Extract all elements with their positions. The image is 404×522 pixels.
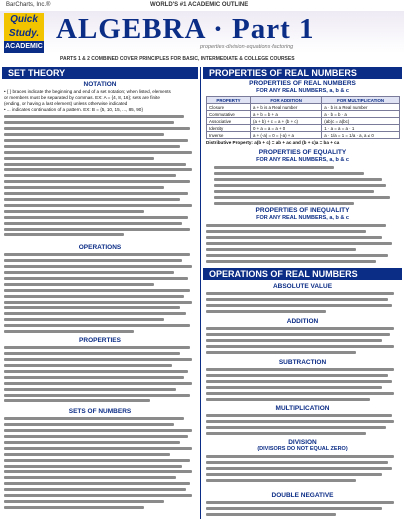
table-header-row [207,97,400,104]
table-cell: (a + b) + c = a + (b + c) [250,118,321,125]
logo-line-3: ACADEMIC [4,41,44,53]
table-row [207,118,400,125]
table-cell: Inverse [207,132,251,139]
table-row [207,125,400,132]
header-banner [0,11,404,53]
notation-body-texture [4,114,196,238]
inequality-qualifier: FOR ANY REAL NUMBERS, a, b & c [256,215,349,221]
table-cell: Identity [207,125,251,132]
properties-real-numbers-header: PROPERTIES OF REAL NUMBERS [203,67,402,79]
equality-qualifier: FOR ANY REAL NUMBERS, a, b & c [256,157,349,163]
table-cell: a + (-a) = 0 = (-a) + a [250,132,321,139]
operations-heading: OPERATIONS [78,244,122,251]
multiplication-heading: MULTIPLICATION [275,405,330,412]
properties-heading: PROPERTIES [79,337,121,344]
properties-subheading: PROPERTIES OF REAL NUMBERS [249,80,356,87]
division-note: (DIVISORS DO NOT EQUAL ZERO) [257,446,348,452]
table-cell: Closure [207,104,251,111]
properties-table [206,96,400,139]
table-cell: a + b = b + a [250,111,321,118]
table-row [207,132,400,139]
table-cell: a + b is a Real number [250,104,321,111]
set-theory-header: SET THEORY [2,67,198,79]
quick-study-logo [4,13,44,53]
column-header: PROPERTY [207,97,251,104]
subtitle: PARTS 1 & 2 COMBINED COVER PRINCIPLES FOR BASIC, INTERMEDIATE & COLLEGE COURSES [60,56,295,62]
properties-qualifier: FOR ANY REAL NUMBERS, a, b & c [256,88,349,94]
table-cell: 0 + a = a = a + 0 [250,125,321,132]
double-negative-heading: DOUBLE NEGATIVE [271,492,334,499]
absolute-value-body-texture [206,291,400,315]
table-cell: Associative [207,118,251,125]
subtraction-heading: SUBTRACTION [278,359,327,366]
subtitle-bar [0,54,404,63]
notation-heading: NOTATION [83,81,117,88]
division-body-texture [206,454,400,484]
equality-heading: PROPERTIES OF EQUALITY [258,149,347,156]
notation-line: or members must be separated by commas. EX: A = {4, 8, 16}; sets are finite [4,94,160,100]
absolute-value-heading: ABSOLUTE VALUE [272,283,333,290]
logo-line-2: Study. [4,27,44,41]
column-header: FOR ADDITION [250,97,321,104]
table-cell: 1 · a = a = a · 1 [322,125,400,132]
inequality-heading: PROPERTIES OF INEQUALITY [255,207,350,214]
table-cell: a · b is a Real number [322,104,400,111]
column-header: FOR MULTIPLICATION [322,97,400,104]
top-strip [0,0,404,11]
publisher-name: BarCharts, Inc.® [6,2,51,8]
distributive-text: Distributive Property: a(b + c) = ab + ac and (b + c)a = ba + ca [206,140,340,145]
operations-body-texture [4,252,196,335]
table-cell: a · 1/a = 1 = 1/a · a, a ≠ 0 [322,132,400,139]
sets-of-numbers-body-texture [4,416,196,511]
table-cell: (ab)c = a(bc) [322,118,400,125]
inequality-body-texture [206,223,400,264]
publisher-slogan: WORLD'S #1 ACADEMIC OUTLINE [150,2,249,8]
equality-body-texture [214,165,394,206]
table-row [207,111,400,118]
notation-text [4,89,196,113]
sets-of-numbers-heading: SETS OF NUMBERS [68,408,132,415]
table-cell: Commutative [207,111,251,118]
notation-line: (ending, or having a last element) unless otherwise indicated [4,100,128,106]
double-negative-body-texture [206,500,400,518]
logo-line-1: Quick [4,13,44,27]
notation-line: • { } braces indicate the beginning and end of a set notation; when listed, elements [4,89,171,94]
page-title: ALGEBRA · Part 1 [56,13,315,45]
notation-line: • ... indicates continuation of a pattern. EX: B = {5, 10, 15, ..., 85, 90} [4,106,143,112]
multiplication-body-texture [206,413,400,437]
division-heading: DIVISION [288,439,317,446]
addition-heading: ADDITION [286,318,319,325]
subtraction-body-texture [206,367,400,402]
tagline: properties·division·equations·factoring [200,44,294,50]
table-row [207,104,400,111]
distributive-property [206,140,400,146]
operations-real-numbers-header: OPERATIONS OF REAL NUMBERS [203,268,402,280]
column-divider [200,67,201,519]
table-cell: a · b = b · a [322,111,400,118]
properties-body-texture [4,345,196,404]
addition-body-texture [206,326,400,356]
